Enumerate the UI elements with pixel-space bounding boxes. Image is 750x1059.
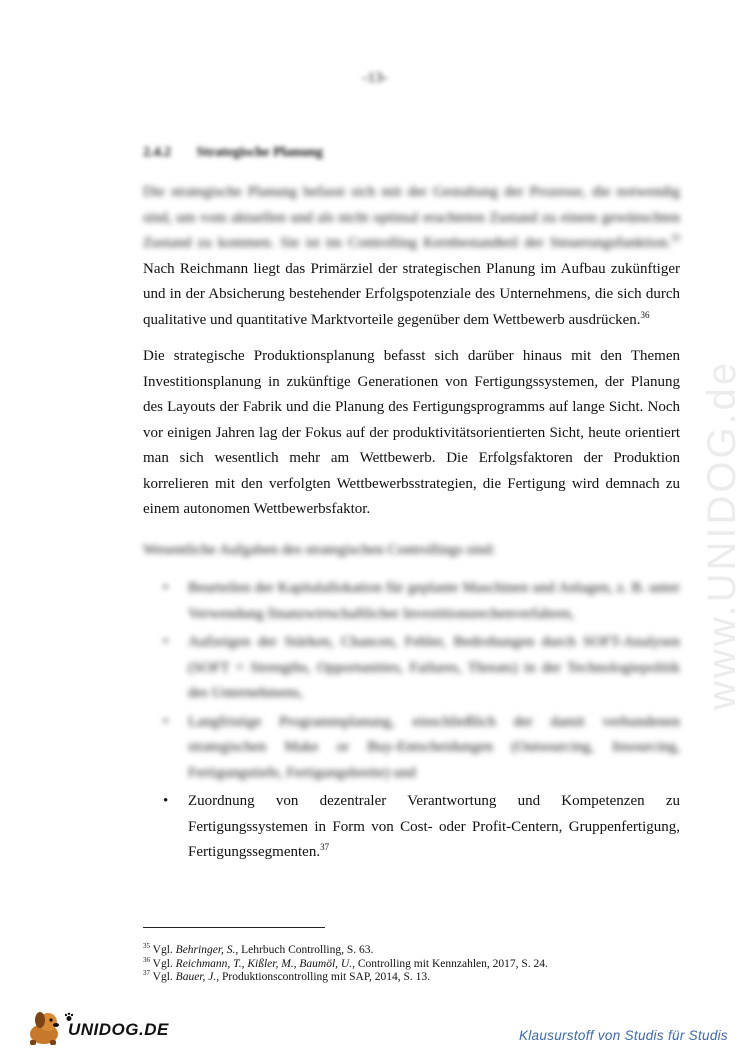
watermark: www.UNIDOG.de: [700, 359, 744, 710]
task-list: [160, 576, 680, 869]
bullet-icon: •: [163, 713, 169, 730]
footnote: [143, 944, 683, 958]
unidog-logo: [22, 1010, 169, 1046]
footnote-prefix: Vgl.: [152, 957, 176, 970]
list-item: [160, 710, 680, 787]
list-item-text: Langfristige Programmplanung, einschließlich der damit verbundenen strategischen Make or Buy-Entscheidungen (Outsourcing, Insourcing, Fertigungstiefe, Fertigungsbreite) und: [188, 713, 680, 781]
paragraph-1-text: Nach Reichmann liegt das Primärziel der strategischen Planung im Aufbau zukünftiger und in der Absicherung bestehender Erfolgspotenziale des Unternehmens, die sich durch qualitative und quantitative Marktvorteile gegenüber dem Wettbewerb ausdrücken.: [143, 260, 680, 328]
list-item-text: Beurteilen der Kapitalallokation für geplante Maschinen und Anlagen, z. B. unter Verwendung finanzwirtschaftlicher Investitionsrechenverfahren,: [188, 580, 680, 622]
footnote-author: Behringer, S.,: [175, 944, 239, 956]
list-item: [160, 789, 680, 866]
footnote-prefix: Vgl.: [152, 971, 176, 983]
footnote: [143, 971, 683, 985]
footnote-divider: [143, 927, 325, 928]
footnote-source: Controlling mit Kennzahlen, 2017, S. 24.: [354, 957, 548, 970]
paragraph-2: Die strategische Produktionsplanung befasst sich darüber hinaus mit den Themen Investitionsplanung in zukünftige Generationen von Fertigungssystemen, der Planung des Layouts der Fabrik und die Planung des Fertigungsprogramms auf lange Sicht. Noch vor einigen Jahren lag der Fokus auf der produktivitätsorientierten Sicht, heute orientiert man sich wesentlich mehr am Wettbewerb. Die Erfolgsfaktoren der Produktion korrelieren mit den verfolgten Wettbewerbsstrategien, die Fertigung wird demnach zu einem autonomen Wettbewerbsfaktor.: [143, 348, 680, 517]
bullet-icon: •: [163, 580, 169, 596]
section-heading: [143, 145, 323, 161]
list-item: [160, 630, 680, 707]
footnote-ref: 35: [671, 233, 680, 243]
footnote-source: Lehrbuch Controlling, S. 63.: [238, 944, 374, 956]
footnote-number: 37: [143, 969, 150, 978]
logo-text: UNIDOG.DE: [68, 1020, 169, 1039]
paragraph-1: [143, 180, 680, 333]
footnote-prefix: Vgl.: [152, 944, 176, 956]
footnotes: [143, 944, 683, 985]
section-number: 2.4.2: [143, 145, 171, 160]
paragraph-3: Wesentliche Aufgaben des strategischen Controllings sind:: [143, 542, 496, 558]
footnote-author: Reichmann, T., Kißler, M., Baumöl, U.,: [175, 957, 355, 970]
list-item-text: Aufzeigen der Stärken, Chancen, Fehler, Bedrohungen durch SOFT-Analysen (SOFT = Strengths, Opportunities, Failures, Threats) in der Technologiepolitik des Unternehmens,: [188, 634, 680, 701]
footnote-ref: 37: [320, 842, 330, 852]
dog-icon: [22, 1010, 66, 1046]
footnote-author: Bauer, J.,: [175, 971, 220, 983]
footnote-source: Produktionscontrolling mit SAP, 2014, S. 13.: [219, 971, 430, 983]
footnote-number: 35: [143, 942, 150, 951]
page-number: -13-: [362, 70, 388, 86]
list-item: [160, 576, 680, 627]
bullet-icon: •: [163, 793, 169, 809]
bullet-icon: •: [163, 634, 169, 650]
footer-tagline: Klausurstoff von Studis für Studis: [518, 1028, 728, 1043]
section-title: Strategische Planung: [196, 145, 323, 160]
footnote-number: 36: [143, 955, 150, 964]
blurred-text: Die strategische Planung befasst sich mit der Gestaltung der Prozesse, die notwendig sind, um vom aktuellen und als nicht optimal erachteten Zustand zu einem gewünschten Zustand zu kommen. Sie ist im Controlling Kernbestandteil der Steuerungsfunktion.: [143, 184, 680, 251]
list-item-text: Zuordnung von dezentraler Verantwortung und Kompetenzen zu Fertigungssystemen in Form von Cost- oder Profit-Centern, Gruppenfertigung, Fertigungssegmenten.: [188, 793, 680, 860]
footnote: [143, 955, 683, 972]
footnote-ref: 36: [640, 309, 650, 320]
